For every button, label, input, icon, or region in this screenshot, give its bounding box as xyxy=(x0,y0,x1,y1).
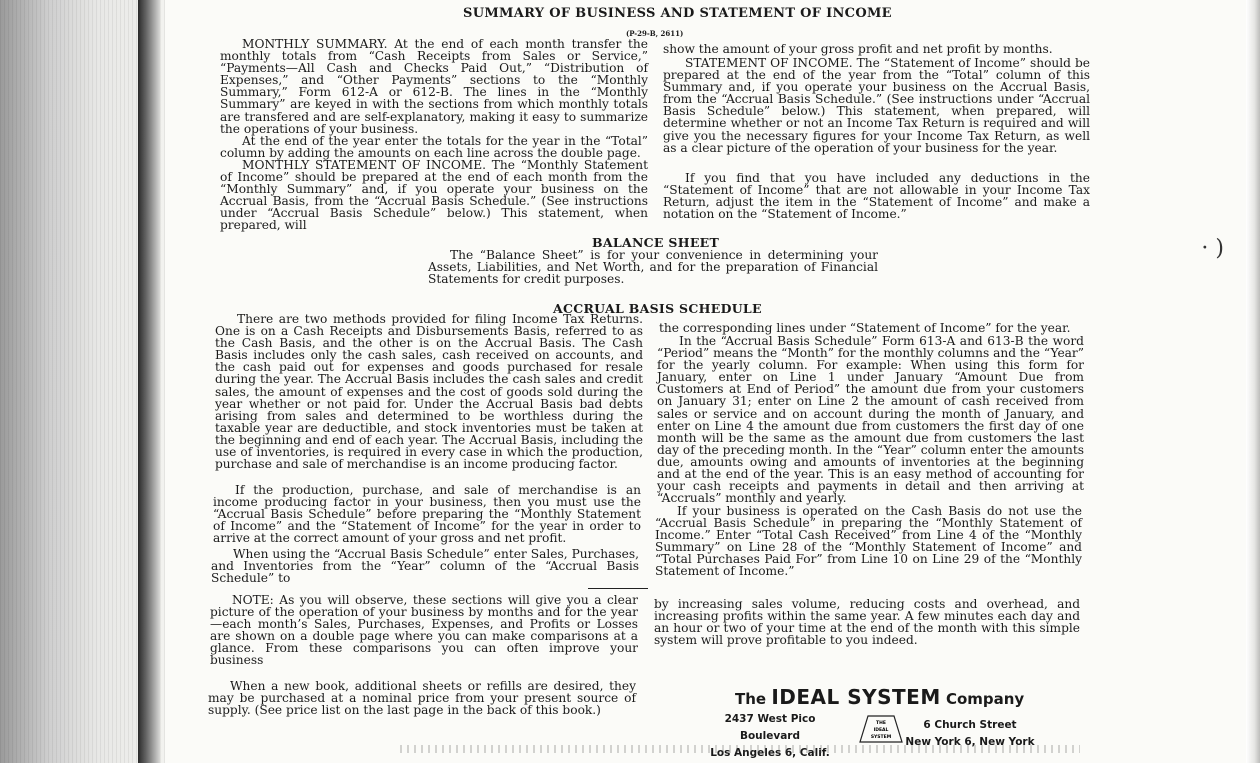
logo-text: SYSTEM xyxy=(870,735,892,740)
address-line: 2437 West Pico Boulevard xyxy=(724,713,816,742)
gross-profit-paragraph: show the amount of your gross profit and net profit by months. xyxy=(663,42,1053,56)
deductions-paragraph: If you find that you have included any deductions in the “Statement of Income” that are not allowable in your Income Tax Return, adjust the item in the “Statement of Income” and make a notation on the “Statement of Income.” xyxy=(663,171,1090,222)
accrual-corresponding-lines: the corresponding lines under “Statement of Income” for the year. xyxy=(659,321,1071,335)
balance-sheet-heading: BALANCE SHEET xyxy=(592,235,720,250)
ideal-system-logo-icon xyxy=(856,714,906,744)
accrual-requirement-paragraph: If the production, purchase, and sale of merchandise is an income producing factor in your business, then you must use the “Accrual Basis Schedule” before preparing the “Monthly Statement of Income” and the “Statement of Income” for the year in order to arrive at the correct amount of your gross and net profit. xyxy=(213,483,641,546)
cash-basis-paragraph: If your business is operated on the Cash Basis do not use the “Accrual Basis Schedule” in preparing the “Monthly Statement of Income.” Enter “Total Cash Received” from Line 4 of the “Monthly Summary” on Line 28 of the “Monthly Statement of Income” and “Total Purchases Paid For” from Line 10 on Line 29 of the “Monthly Statement of Income.” xyxy=(655,504,1082,579)
year-end-totals-paragraph: At the end of the year enter the totals for the year in the “Total” column by adding the amounts on each line across the double page. xyxy=(220,134,648,161)
accrual-period-paragraph: In the “Accrual Basis Schedule” Form 613-A and 613-B the word “Period” means the “Month” for the monthly columns and the “Year” for the yearly column. For example: When using this form for January, enter on Line 1 under January “Amount Due from Customers at End of Period” the amount due from your customers on January 31; enter on Line 2 the amount of cash received from sales or service and on account during the month of January, and enter on Line 4 the amount due from customers the first day of one month will be the same as the amount due from customers the last day of the preceding month. In the “Year” column enter the amounts due, amounts owing and amounts of inventories at the beginning and at the end of the year. This is an easy method of accounting for your cash receipts and payments in detail and then arriving at “Accruals” monthly and yearly. xyxy=(657,334,1084,506)
monthly-summary-paragraph: MONTHLY SUMMARY. At the end of each month transfer the monthly totals from “Cash Receipts from Sales or Service,” “Payments—All Cash and Checks Paid Out,” “Distribution of Expenses,” and “Other Payments” sections to the “Monthly Summary,” Form 612-A or 612-B. The lines in the “Monthly Summary” are keyed in with the sections from which monthly totals are transfered and are self-explanatory, making it easy to summarize the operations of your business. xyxy=(220,37,648,136)
accrual-methods-paragraph: There are two methods provided for filing Income Tax Returns. One is on a Cash Receipts and Disbursements Basis, referred to as the Cash Basis, and the other is on the Accrual Basis. The Cash Basis includes only the cash sales, cash received on accounts, and the cash paid out for expenses and goods purchased for resale during the year. The Accrual Basis includes the cash sales and credit sales, the amount of expenses and the cost of goods sold during the year whether or not paid for. Under the Accrual Basis bad debts arising from sales and determined to be worthless during the taxable year are deductible, and stock inventories must be taken at the beginning and end of each year. The Accrual Basis, including the use of inventories, is required in every case in which the production, purchase and sale of merchandise is an income producing factor. xyxy=(215,312,643,472)
note-paragraph: NOTE: As you will observe, these sections will give you a clear picture of the operation of your business by months and for the year—each month’s Sales, Purchases, Expenses, and Profits or Losses are shown on a double page where you can make comparisons at a glance. From these comparisons you can often improve your business xyxy=(210,593,638,668)
logo-text: IDEAL xyxy=(873,728,889,733)
book-binding-gutter xyxy=(0,0,165,763)
address-line: Los Angeles 6, Calif. xyxy=(710,747,830,759)
company-prefix: The xyxy=(735,690,767,708)
logo-text: THE xyxy=(876,721,886,726)
page-edge xyxy=(1246,0,1260,763)
page-title: SUMMARY OF BUSINESS AND STATEMENT OF INCOME xyxy=(463,6,892,21)
accrual-usage-paragraph: When using the “Accrual Basis Schedule” enter Sales, Purchases, and Inventories from the “Year” column of the “Accrual Basis Schedule” to xyxy=(211,547,639,586)
form-code: (P-29-B, 2611) xyxy=(626,29,684,38)
margin-mark: · ) xyxy=(1201,236,1224,261)
monthly-statement-paragraph: MONTHLY STATEMENT OF INCOME. The “Monthly Statement of Income” should be prepared at the end of each month from the “Monthly Summary” and, if you operate your business on the Accrual Basis, from the “Accrual Basis Schedule.” (See instructions under “Accrual Basis Schedule” below.) This statement, when prepared, will xyxy=(220,158,648,233)
refill-paragraph: When a new book, additional sheets or refills are desired, they may be purchased at a nominal price from your present source of supply. (See price list on the last page in the back of this book.) xyxy=(208,679,636,718)
note-continued-paragraph: by increasing sales volume, reducing costs and overhead, and increasing profits within the same year. A few minutes each day and an hour or two of your time at the end of the month with this simple system will prove profitable to you indeed. xyxy=(654,597,1080,648)
company-suffix: Company xyxy=(945,690,1025,708)
balance-sheet-paragraph: The “Balance Sheet” is for your convenience in determining your Assets, Liabilities, and Net Worth, and for the preparation of Financial Statements for credit purposes. xyxy=(428,248,878,287)
address-los-angeles xyxy=(700,711,840,762)
address-line: 6 Church Street xyxy=(923,719,1017,731)
address-line: New York 6, New York xyxy=(905,736,1035,748)
statement-of-income-paragraph: STATEMENT OF INCOME. The “Statement of Income” should be prepared at the end of the year from the “Total” column of this Summary and, if you operate your business on the Accrual Basis, from the “Accrual Basis Schedule.” (See instructions under “Accrual Basis Schedule” below.) This statement, when prepared, will determine whether or not an Income Tax Return is required and will give you the necessary figures for your Income Tax Return, as well as a clear picture of the operation of your business for the year. xyxy=(663,56,1090,155)
company-brand: IDEAL SYSTEM xyxy=(771,685,941,709)
company-name xyxy=(735,685,1024,709)
section-divider xyxy=(588,588,648,589)
scan-noise xyxy=(400,745,1080,753)
accrual-heading: ACCRUAL BASIS SCHEDULE xyxy=(553,301,762,316)
